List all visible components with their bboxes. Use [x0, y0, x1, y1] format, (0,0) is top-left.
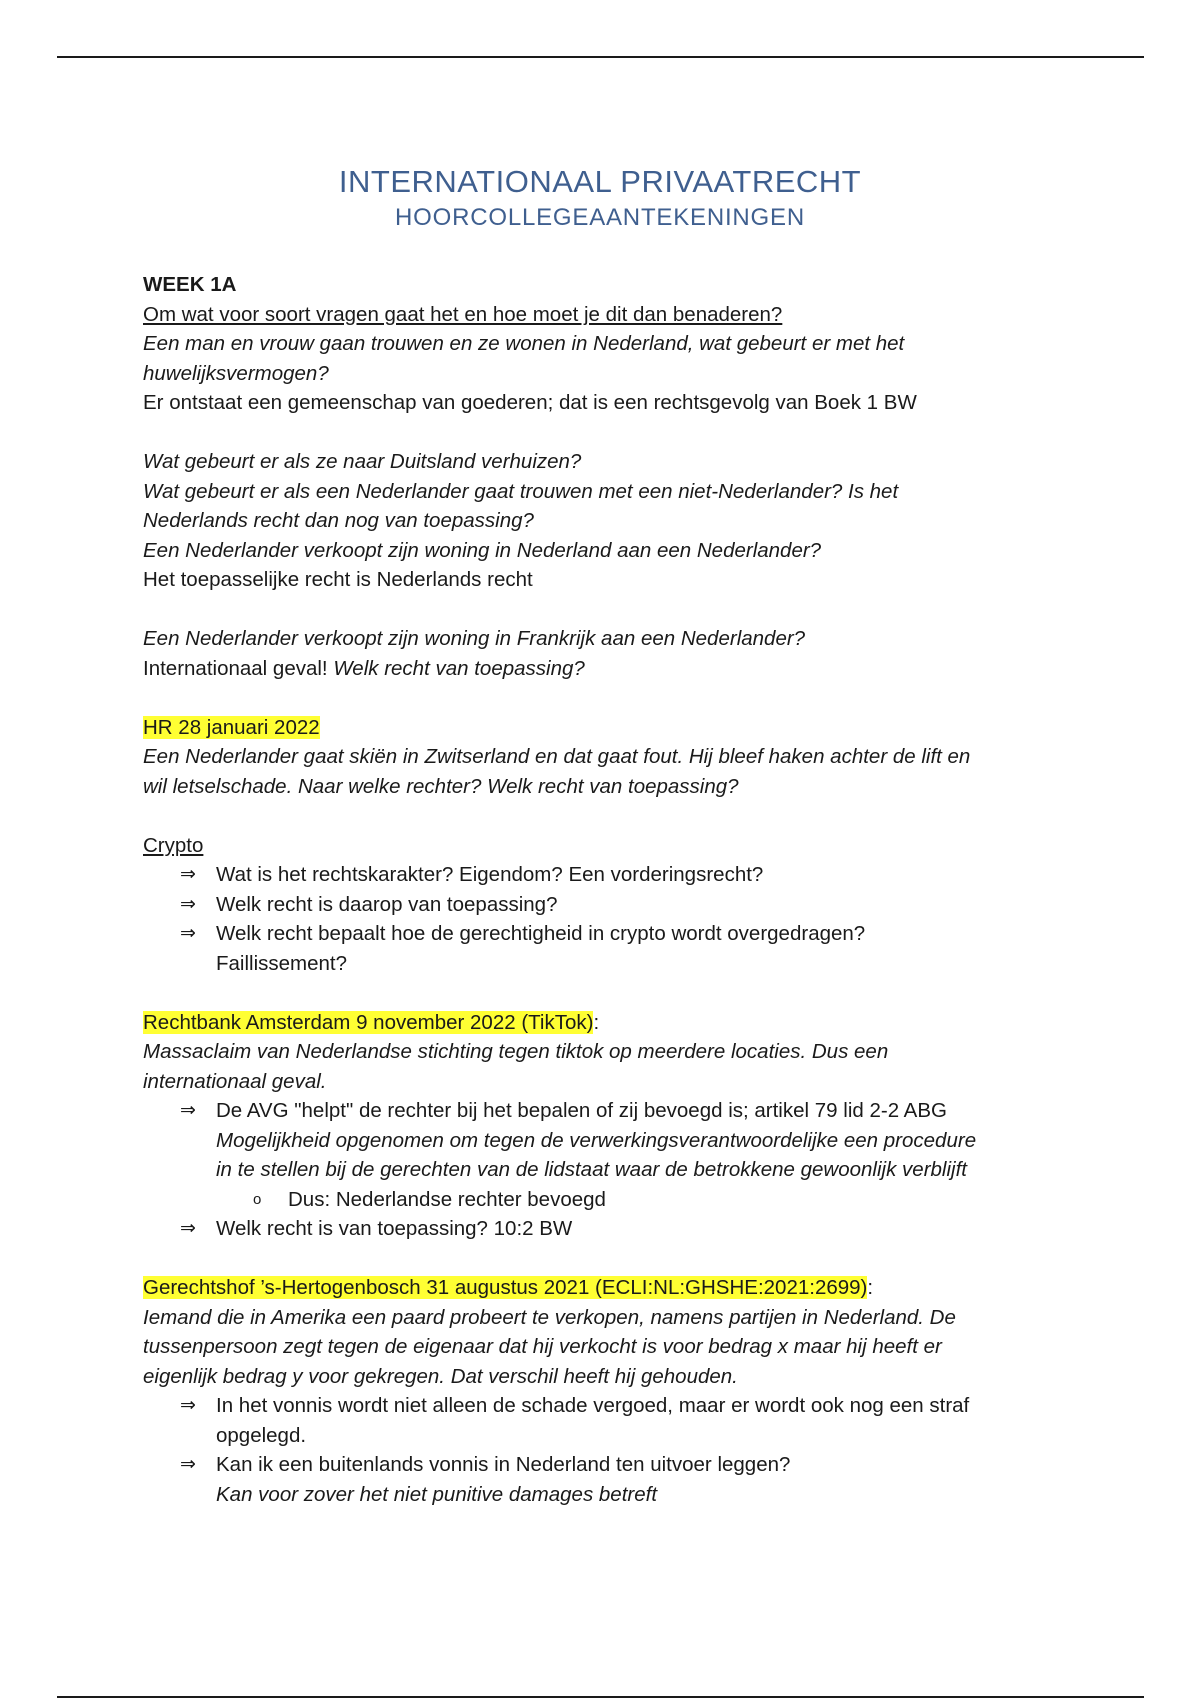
- document-title: INTERNATIONAAL PRIVAATRECHT: [338, 164, 862, 199]
- case-text: eigenlijk bedrag y voor gekregen. Dat verschil heeft hij gehouden.: [143, 1364, 738, 1388]
- list-item-text: Welk recht is van toepassing? 10:2 BW: [216, 1217, 573, 1240]
- list-item-text: De AVG "helpt" de rechter bij het bepalen of zij bevoegd is; artikel 79 lid 2-2 ABG: [216, 1099, 947, 1122]
- list-item: [143, 919, 1073, 978]
- crypto-list: [143, 860, 1073, 978]
- case-text: Iemand die in Amerika een paard probeert te verkopen, namens partijen in Nederland. De: [143, 1305, 956, 1329]
- answer-text: Het toepasselijke recht is Nederlands recht: [143, 568, 533, 591]
- tiktok-list: [143, 1096, 1073, 1185]
- gerechtshof-list: [143, 1391, 1073, 1509]
- case-text: tussenpersoon zegt tegen de eigenaar dat hij verkocht is voor bedrag x maar hij heeft er: [143, 1335, 942, 1358]
- list-item-text: Kan voor zover het niet punitive damages betreft: [216, 1482, 658, 1506]
- list-item: [143, 1096, 1073, 1185]
- question-text: Een Nederlander verkoopt zijn woning in Nederland aan een Nederlander?: [143, 538, 822, 562]
- list-item-text: Mogelijkheid opgenomen om tegen de verwerkingsverantwoordelijke een procedure: [216, 1128, 977, 1152]
- list-item-text: Kan ik een buitenlands vonnis in Nederland ten uitvoer leggen?: [216, 1453, 791, 1476]
- tiktok-sub-list: [143, 1185, 1073, 1215]
- arrow-icon: ⇒: [180, 1100, 196, 1121]
- question-text: Wat gebeurt er als ze naar Duitsland verhuizen?: [143, 450, 582, 473]
- case-text: Een Nederlander gaat skiën in Zwitserland en dat gaat fout. Hij bleef haken achter de lift en: [143, 745, 971, 768]
- list-item: [143, 860, 1073, 890]
- case-heading-line: [143, 1008, 1073, 1038]
- document-body: [143, 270, 1073, 1509]
- spacer: [143, 978, 1073, 1008]
- question-text: Wat gebeurt er als een Nederlander gaat trouwen met een niet-Nederlander? Is het: [143, 479, 899, 503]
- list-item-text: in te stellen bij de gerechten van de lidstaat waar de betrokkene gewoonlijk verblijft: [216, 1158, 967, 1181]
- question-heading: Om wat voor soort vragen gaat het en hoe moet je dit dan benaderen?: [143, 302, 783, 326]
- question-text: Een man en vrouw gaan trouwen en ze wonen in Nederland, wat gebeurt er met het: [143, 332, 905, 355]
- list-item-text: Wat is het rechtskarakter? Eigendom? Een vorderingsrecht?: [216, 863, 764, 886]
- spacer: [143, 595, 1073, 625]
- answer-line: [143, 654, 1073, 684]
- case-text: internationaal geval.: [143, 1069, 327, 1093]
- arrow-icon: ⇒: [180, 1218, 196, 1239]
- list-item: [143, 1391, 1073, 1450]
- case-heading-gerechtshof: Gerechtshof ’s-Hertogenbosch 31 augustus 2021 (ECLI:NL:GHSHE:2021:2699): [143, 1276, 868, 1299]
- list-item: [143, 890, 1073, 920]
- answer-text: Er ontstaat een gemeenschap van goederen; dat is een rechtsgevolg van Boek 1 BW: [143, 391, 917, 414]
- arrow-icon: ⇒: [180, 864, 196, 885]
- arrow-icon: ⇒: [180, 893, 196, 915]
- arrow-icon: ⇒: [180, 1454, 196, 1475]
- case-text: Massaclaim van Nederlandse stichting tegen tiktok op meerdere locaties. Dus een: [143, 1040, 889, 1063]
- document-subtitle: HOORCOLLEGEAANTEKENINGEN: [395, 204, 805, 231]
- arrow-icon: ⇒: [180, 1395, 196, 1416]
- arrow-icon: ⇒: [180, 923, 196, 944]
- case-heading-line: [143, 713, 1073, 743]
- footer-rule: [57, 1696, 1144, 1698]
- question-text: Welk recht van toepassing?: [333, 656, 585, 680]
- case-text: wil letselschade. Naar welke rechter? Welk recht van toepassing?: [143, 774, 739, 798]
- list-item-text: Faillissement?: [216, 951, 348, 975]
- question-text: Een Nederlander verkoopt zijn woning in Frankrijk aan een Nederlander?: [143, 627, 806, 650]
- circle-bullet-icon: o: [253, 1190, 262, 1208]
- list-item: [143, 1185, 1073, 1215]
- list-item-text: Welk recht bepaalt hoe de gerechtigheid in crypto wordt overgedragen?: [216, 922, 866, 945]
- question-text: Nederlands recht dan nog van toepassing?: [143, 509, 534, 532]
- spacer: [143, 683, 1073, 713]
- list-item-text: opgelegd.: [216, 1423, 307, 1447]
- header-rule: [57, 56, 1144, 58]
- question-text: huwelijksvermogen?: [143, 361, 329, 385]
- title-block: [0, 162, 1200, 234]
- list-item-text: Welk recht is daarop van toepassing?: [216, 892, 558, 916]
- spacer: [143, 418, 1073, 448]
- list-item: [143, 1450, 1073, 1509]
- case-heading-line: [143, 1273, 1073, 1303]
- spacer: [143, 801, 1073, 831]
- tiktok-list-2: [143, 1214, 1073, 1244]
- crypto-heading: Crypto: [143, 833, 204, 857]
- case-heading-hr: HR 28 januari 2022: [143, 715, 320, 739]
- spacer: [143, 1244, 1073, 1274]
- list-item-text: Dus: Nederlandse rechter bevoegd: [288, 1187, 606, 1211]
- heading-suffix: :: [593, 1010, 600, 1034]
- answer-text: Internationaal geval!: [143, 656, 334, 680]
- case-heading-tiktok: Rechtbank Amsterdam 9 november 2022 (TikTok): [143, 1010, 594, 1034]
- heading-suffix: :: [867, 1276, 874, 1299]
- week-heading: WEEK 1A: [143, 273, 237, 296]
- list-item: [143, 1214, 1073, 1244]
- list-item-text: In het vonnis wordt niet alleen de schade vergoed, maar er wordt ook nog een straf: [216, 1394, 970, 1417]
